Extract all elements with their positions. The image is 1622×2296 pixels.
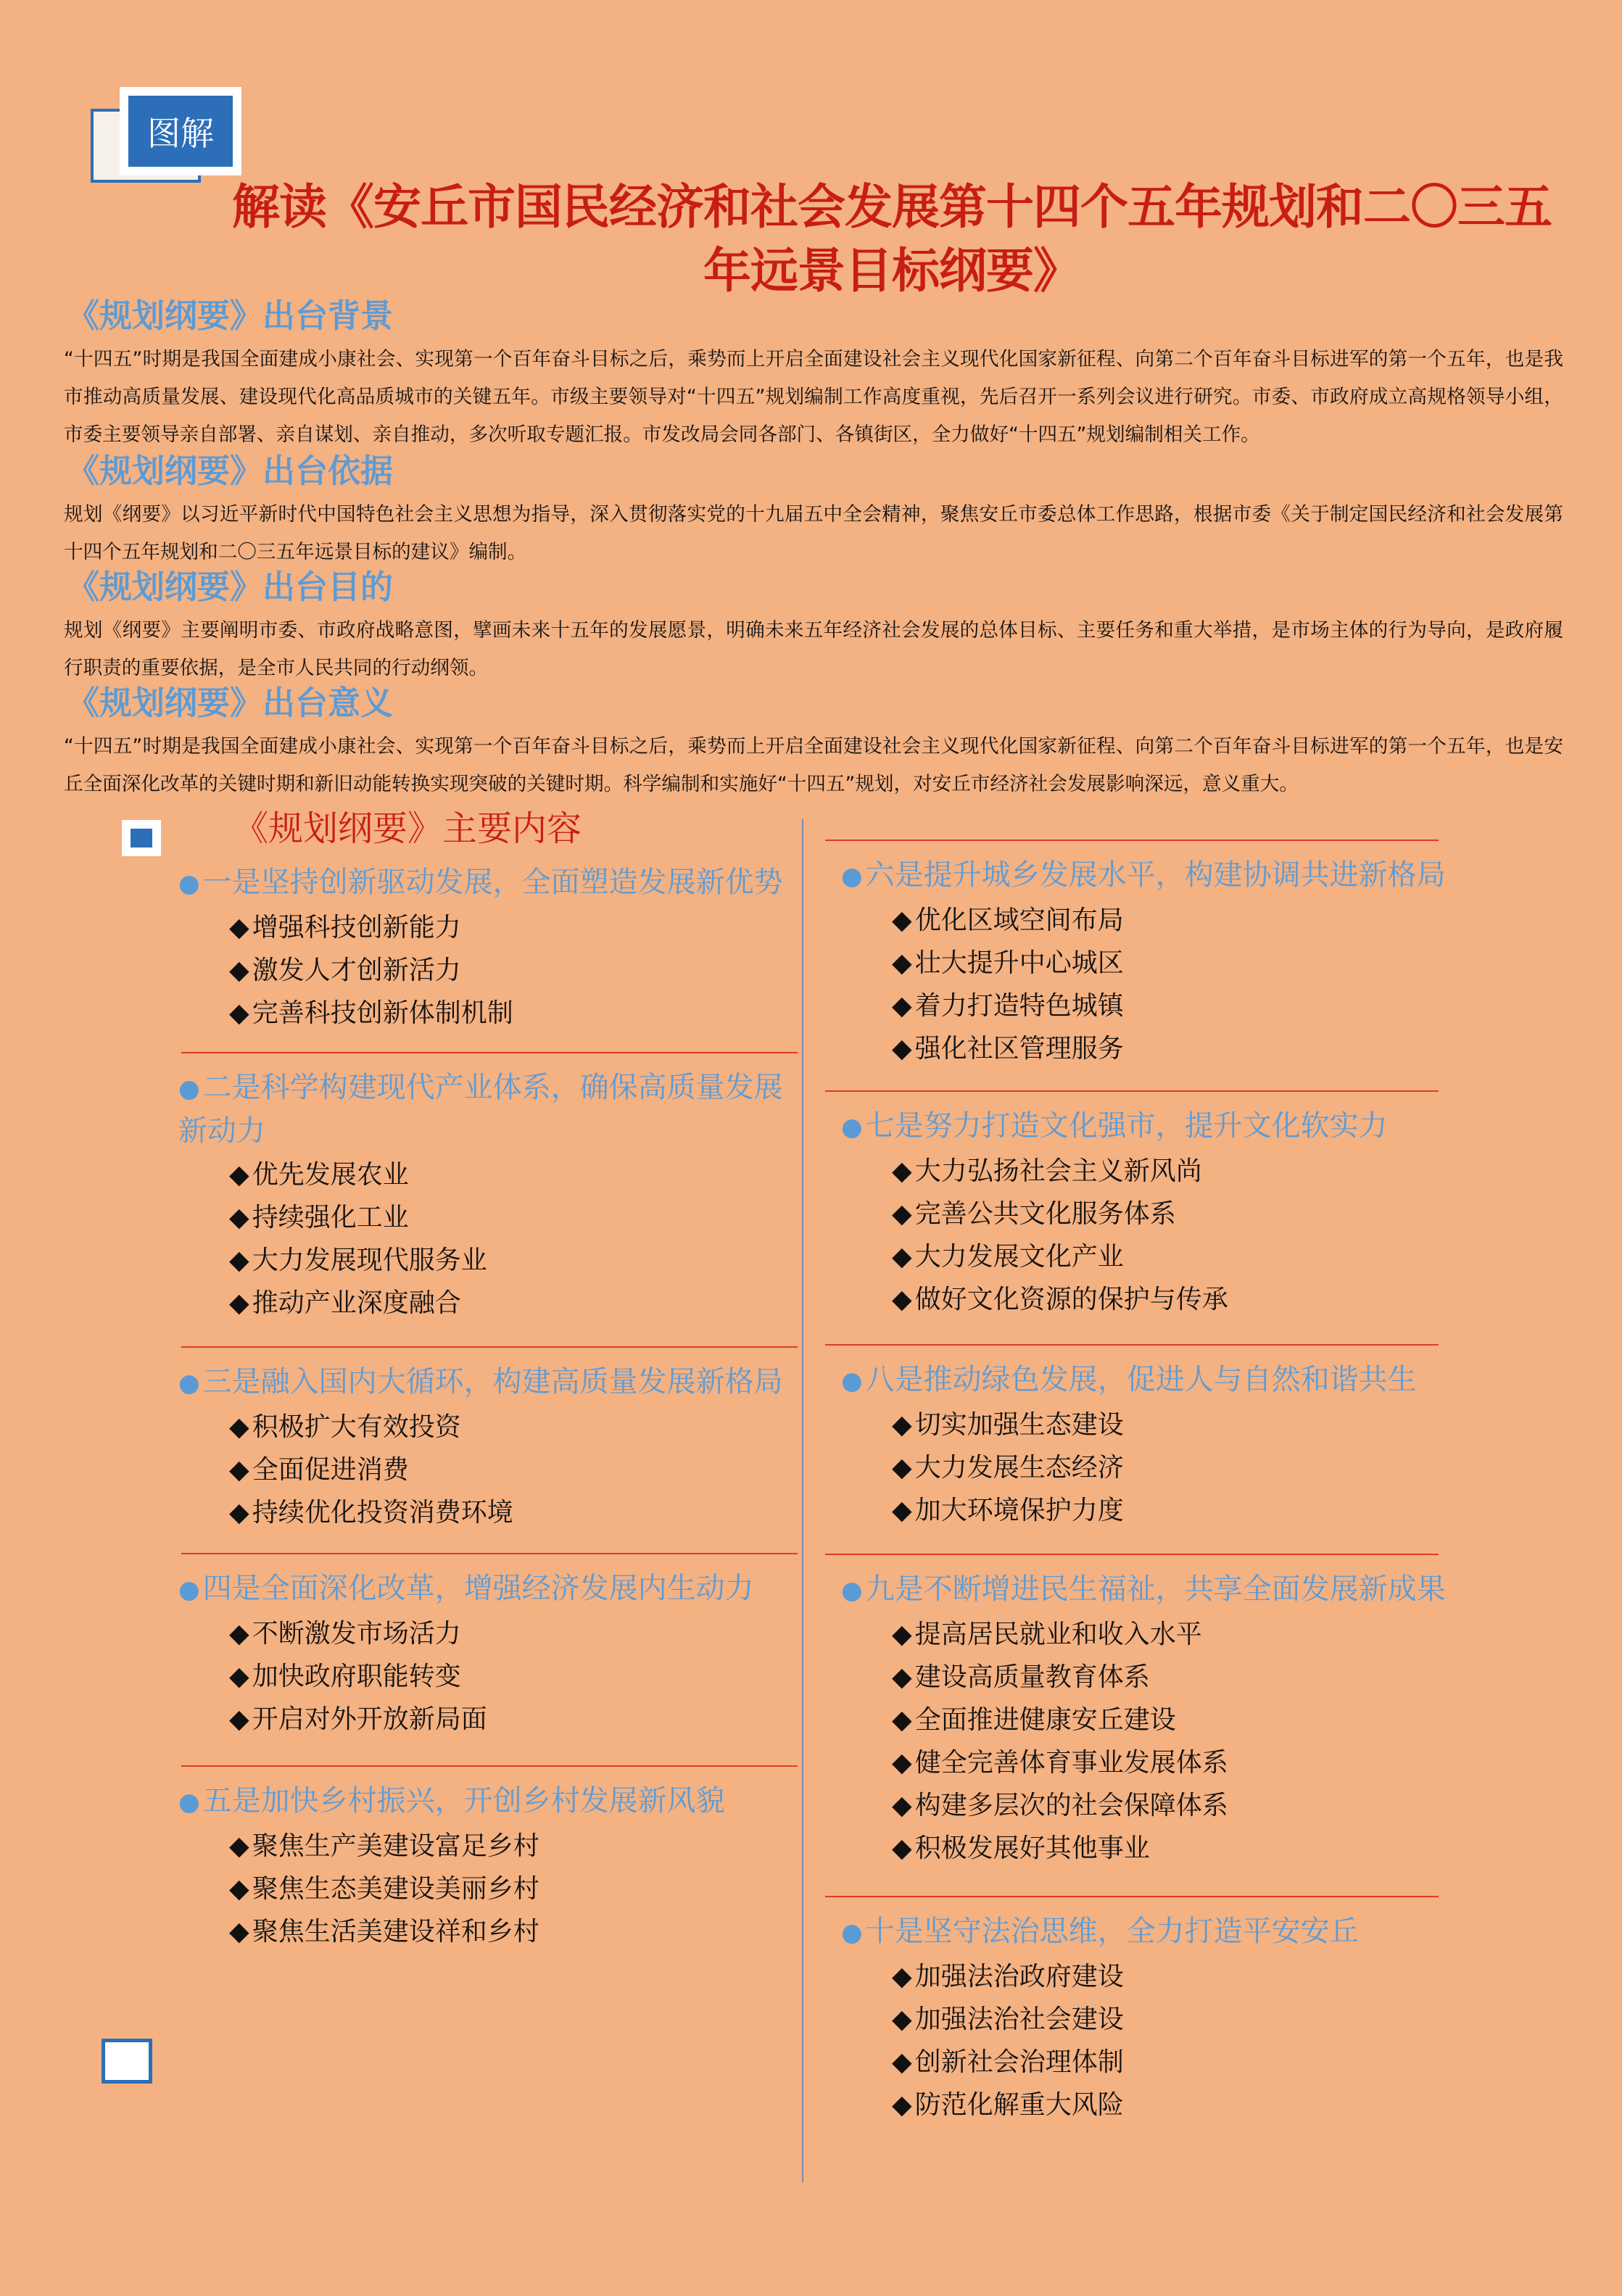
diamond-bullet-icon: ◆ — [229, 1412, 249, 1442]
section-text-background: “十四五”时期是我国全面建成小康社会、实现第一个百年奋斗目标之后，乘势而上开启全面建设社会主义现代化国家新征程、向第二个百年奋斗目标进军的第一个五年，也是我市推动高质量发展、建设现代化高品质城市的关键五年。市级主要领导对“十四五”规划编制工作高度重视，先后召开一系列会议进行研究。市委、市政府成立高规格领导小组，市委主要领导亲自部署、亲自谋划、亲自推动，多次听取专题汇报。市发改局会同各部门、各镇街区，全力做好“十四五”规划编制相关工作。 — [64, 348, 1563, 446]
list-item — [892, 1150, 1468, 1193]
item-title-text: 四是全面深化改革，增强经济发展内生动力 — [202, 1572, 754, 1605]
bullet-dot-icon: ● — [841, 1113, 863, 1142]
diamond-bullet-icon: ◆ — [892, 1199, 912, 1229]
diamond-bullet-icon: ◆ — [892, 1156, 912, 1186]
list-item — [229, 1449, 798, 1491]
content-item — [167, 1765, 798, 1953]
item-title-text: 六是提升城乡发展水平，构建协调共进新格局 — [865, 858, 1446, 892]
list-item — [229, 1282, 798, 1325]
diamond-bullet-icon: ◆ — [229, 1160, 249, 1190]
list-item-text: 大力发展现代服务业 — [252, 1246, 487, 1275]
item-title-text: 一是坚持创新驱动发展，全面塑造发展新优势 — [202, 866, 783, 899]
main-heading: 《规划纲要》主要内容 — [233, 808, 582, 849]
list-item — [892, 1489, 1468, 1532]
bullet-dot-icon: ● — [178, 1369, 200, 1398]
item-divider-line — [825, 1090, 1439, 1092]
list-item-text: 构建多层次的社会保障体系 — [914, 1791, 1228, 1820]
diamond-bullet-icon: ◆ — [229, 1917, 249, 1947]
list-item — [892, 985, 1468, 1027]
list-item — [892, 1955, 1468, 1998]
list-item — [229, 1406, 798, 1449]
item-title-text: 九是不断增进民生福祉，共享全面发展新成果 — [865, 1572, 1446, 1606]
list-item-text: 创新社会治理体制 — [914, 2047, 1124, 2077]
item-points-list — [892, 1613, 1468, 1870]
list-item — [229, 906, 798, 949]
content-item — [829, 1554, 1468, 1870]
content-item — [167, 1346, 798, 1534]
section-text-significance: “十四五”时期是我国全面建成小康社会、实现第一个百年奋斗目标之后，乘势而上开启全面建设社会主义现代化国家新征程、向第二个百年奋斗目标进军的第一个五年，也是安丘全面深化改革的关键时期和新旧动能转换实现突破的关键时期。科学编制和实施好“十四五”规划，对安丘市经济社会发展影响深远，意义重大。 — [64, 735, 1563, 795]
list-item-text: 防范化解重大风险 — [914, 2090, 1124, 2120]
list-item — [229, 1868, 798, 1910]
list-item-text: 优先发展农业 — [252, 1160, 409, 1190]
diamond-bullet-icon: ◆ — [229, 1203, 249, 1232]
item-title-text: 八是推动绿色发展，促进人与自然和谐共生 — [865, 1363, 1417, 1396]
item-divider-line — [181, 1765, 798, 1767]
content-item — [167, 861, 798, 1035]
diamond-bullet-icon: ◆ — [229, 1619, 249, 1649]
list-item — [892, 1235, 1468, 1278]
diamond-bullet-icon: ◆ — [892, 1242, 912, 1272]
list-item — [892, 1278, 1468, 1321]
list-item — [892, 1699, 1468, 1741]
diamond-bullet-icon: ◆ — [229, 1874, 249, 1904]
diamond-bullet-icon: ◆ — [892, 1705, 912, 1735]
diamond-bullet-icon: ◆ — [892, 1285, 912, 1314]
list-item-text: 壮大提升中心城区 — [914, 948, 1124, 978]
list-item — [892, 1741, 1468, 1784]
left-column — [167, 819, 798, 1953]
list-item — [229, 949, 798, 992]
diamond-bullet-icon: ◆ — [892, 905, 912, 935]
list-item-text: 大力发展文化产业 — [914, 1242, 1124, 1272]
list-item-text: 大力发展生态经济 — [914, 1453, 1124, 1483]
list-item — [892, 1827, 1468, 1870]
diamond-bullet-icon: ◆ — [892, 1496, 912, 1525]
list-item-text: 不断激发市场活力 — [252, 1619, 461, 1649]
item-title-text: 五是加快乡村振兴，开创乡村发展新风貌 — [202, 1784, 725, 1818]
diamond-bullet-icon: ◆ — [892, 1791, 912, 1820]
list-item-text: 大力弘扬社会主义新风尚 — [914, 1156, 1202, 1186]
item-points-list — [229, 1825, 798, 1953]
diamond-bullet-icon: ◆ — [229, 913, 249, 942]
list-item — [892, 1446, 1468, 1489]
list-item-text: 建设高质量教育体系 — [914, 1662, 1150, 1692]
item-title — [178, 1567, 798, 1611]
list-item-text: 激发人才创新活力 — [252, 956, 461, 985]
list-item-text: 加大环境保护力度 — [914, 1496, 1124, 1525]
list-item-text: 积极扩大有效投资 — [252, 1412, 461, 1442]
content-item — [167, 1553, 798, 1741]
list-item-text: 加强法治政府建设 — [914, 1962, 1124, 1992]
list-item — [229, 1491, 798, 1534]
list-item — [229, 1612, 798, 1655]
item-divider-line — [825, 1896, 1439, 1897]
list-item-text: 开启对外开放新局面 — [252, 1704, 487, 1734]
list-item-text: 提高居民就业和收入水平 — [914, 1620, 1202, 1649]
diamond-bullet-icon: ◆ — [892, 2005, 912, 2034]
list-item — [892, 1404, 1468, 1446]
item-title-text: 三是融入国内大循环，构建高质量发展新格局 — [202, 1365, 783, 1398]
list-item-text: 加强法治社会建设 — [914, 2005, 1124, 2034]
item-divider-line — [825, 1344, 1439, 1346]
item-points-list — [892, 1404, 1468, 1532]
list-item — [892, 899, 1468, 942]
diamond-bullet-icon: ◆ — [892, 1962, 912, 1992]
item-points-list — [892, 1150, 1468, 1321]
item-title — [841, 1568, 1468, 1612]
diamond-bullet-icon: ◆ — [892, 1662, 912, 1692]
diamond-bullet-icon: ◆ — [892, 1453, 912, 1483]
bottom-square-icon — [102, 2039, 152, 2084]
list-item — [229, 992, 798, 1035]
list-item — [892, 1027, 1468, 1070]
diamond-bullet-icon: ◆ — [229, 1246, 249, 1275]
diamond-bullet-icon: ◆ — [229, 1455, 249, 1485]
item-points-list — [229, 906, 798, 1035]
item-divider-line — [825, 1554, 1439, 1555]
item-points-list — [229, 1406, 798, 1534]
badge-label: 图解 — [128, 96, 233, 167]
diamond-bullet-icon: ◆ — [229, 998, 249, 1028]
list-item — [229, 1698, 798, 1741]
page-title: 解读《安丘市国民经济和社会发展第十四个五年规划和二〇三五年远景目标纲要》 — [232, 179, 1552, 299]
list-item-text: 聚焦生活美建设祥和乡村 — [252, 1917, 539, 1947]
main-heading-square-icon — [122, 820, 161, 856]
list-item — [229, 1910, 798, 1953]
item-title — [178, 1361, 798, 1404]
list-item-text: 积极发展好其他事业 — [914, 1833, 1150, 1863]
bullet-dot-icon: ● — [841, 1918, 863, 1947]
list-item-text: 持续优化投资消费环境 — [252, 1498, 513, 1528]
diamond-bullet-icon: ◆ — [229, 956, 249, 985]
list-item-text: 增强科技创新能力 — [252, 913, 461, 942]
section-heading-basis: 《规划纲要》出台依据 — [67, 452, 394, 490]
bullet-dot-icon: ● — [178, 1788, 200, 1817]
bullet-dot-icon: ● — [178, 1074, 200, 1103]
list-item-text: 全面促进消费 — [252, 1455, 409, 1485]
item-divider-line — [825, 840, 1439, 841]
list-item — [892, 2084, 1468, 2126]
list-item-text: 加快政府职能转变 — [252, 1662, 461, 1691]
diamond-bullet-icon: ◆ — [229, 1704, 249, 1734]
item-divider-line — [181, 1346, 798, 1348]
diamond-bullet-icon: ◆ — [892, 1410, 912, 1440]
list-item — [229, 1655, 798, 1698]
diamond-bullet-icon: ◆ — [892, 2047, 912, 2077]
diamond-bullet-icon: ◆ — [892, 1748, 912, 1778]
item-title — [841, 854, 1468, 898]
list-item — [892, 1656, 1468, 1699]
list-item-text: 着力打造特色城镇 — [914, 991, 1124, 1021]
bullet-dot-icon: ● — [178, 869, 200, 898]
item-title — [841, 1359, 1468, 1402]
content-item — [829, 1090, 1468, 1321]
list-item — [229, 1153, 798, 1196]
item-title-text: 二是科学构建现代产业体系，确保高质量发展新动力 — [178, 1071, 783, 1148]
list-item — [229, 1825, 798, 1868]
diamond-bullet-icon: ◆ — [229, 1498, 249, 1528]
content-item — [829, 1896, 1468, 2126]
list-item-text: 聚焦生态美建设美丽乡村 — [252, 1874, 539, 1904]
list-item-text: 推动产业深度融合 — [252, 1288, 461, 1318]
list-item — [892, 1193, 1468, 1235]
item-points-list — [229, 1153, 798, 1325]
content-item — [829, 840, 1468, 1070]
item-title-text: 七是努力打造文化强市，提升文化软实力 — [865, 1109, 1388, 1143]
list-item — [892, 1998, 1468, 2041]
item-divider-line — [181, 1052, 798, 1053]
column-divider — [802, 819, 803, 2182]
diamond-bullet-icon: ◆ — [229, 1288, 249, 1318]
item-points-list — [229, 1612, 798, 1741]
item-title — [178, 861, 798, 905]
item-points-list — [892, 899, 1468, 1070]
list-item — [892, 1613, 1468, 1656]
list-item — [229, 1239, 798, 1282]
section-heading-background: 《规划纲要》出台背景 — [67, 297, 394, 335]
bullet-dot-icon: ● — [178, 1575, 200, 1604]
item-title — [178, 1066, 798, 1152]
list-item-text: 聚焦生产美建设富足乡村 — [252, 1831, 539, 1861]
list-item — [892, 942, 1468, 985]
item-title — [178, 1780, 798, 1823]
section-heading-purpose: 《规划纲要》出台目的 — [67, 568, 394, 606]
diamond-bullet-icon: ◆ — [892, 1034, 912, 1064]
item-points-list — [892, 1955, 1468, 2126]
diamond-bullet-icon: ◆ — [892, 1833, 912, 1863]
diamond-bullet-icon: ◆ — [892, 991, 912, 1021]
section-text-basis: 规划《纲要》以习近平新时代中国特色社会主义思想为指导，深入贯彻落实党的十九届五中全会精神，聚焦安丘市委总体工作思路，根据市委《关于制定国民经济和社会发展第十四个五年规划和二〇三五年远景目标的建议》编制。 — [64, 503, 1563, 563]
section-heading-significance: 《规划纲要》出台意义 — [67, 684, 394, 722]
list-item-text: 完善科技创新体制机制 — [252, 998, 513, 1028]
bullet-dot-icon: ● — [841, 1367, 863, 1396]
right-column — [829, 819, 1468, 2126]
list-item-text: 切实加强生态建设 — [914, 1410, 1124, 1440]
badge — [120, 87, 241, 175]
list-item-text: 健全完善体育事业发展体系 — [914, 1748, 1228, 1778]
section-text-purpose: 规划《纲要》主要阐明市委、市政府战略意图，擘画未来十五年的发展愿景，明确未来五年经济社会发展的总体目标、主要任务和重大举措，是市场主体的行为导向，是政府履行职责的重要依据，是全市人民共同的行动纲领。 — [64, 619, 1563, 679]
list-item-text: 全面推进健康安丘建设 — [914, 1705, 1176, 1735]
item-title-text: 十是坚守法治思维，全力打造平安安丘 — [865, 1915, 1359, 1948]
list-item-text: 强化社区管理服务 — [914, 1034, 1124, 1064]
list-item-text: 完善公共文化服务体系 — [914, 1199, 1176, 1229]
content-item — [167, 1052, 798, 1325]
bullet-dot-icon: ● — [841, 862, 863, 891]
list-item — [892, 2041, 1468, 2084]
list-item — [892, 1784, 1468, 1827]
item-title — [841, 1105, 1468, 1148]
diamond-bullet-icon: ◆ — [892, 2090, 912, 2120]
bullet-dot-icon: ● — [841, 1576, 863, 1605]
content-item — [829, 1344, 1468, 1532]
list-item-text: 做好文化资源的保护与传承 — [914, 1285, 1228, 1314]
list-item-text: 优化区域空间布局 — [914, 905, 1124, 935]
diamond-bullet-icon: ◆ — [229, 1831, 249, 1861]
list-item-text: 持续强化工业 — [252, 1203, 409, 1232]
diamond-bullet-icon: ◆ — [892, 1620, 912, 1649]
item-title — [841, 1910, 1468, 1954]
item-divider-line — [181, 1553, 798, 1554]
diamond-bullet-icon: ◆ — [892, 948, 912, 978]
diamond-bullet-icon: ◆ — [229, 1662, 249, 1691]
list-item — [229, 1196, 798, 1239]
